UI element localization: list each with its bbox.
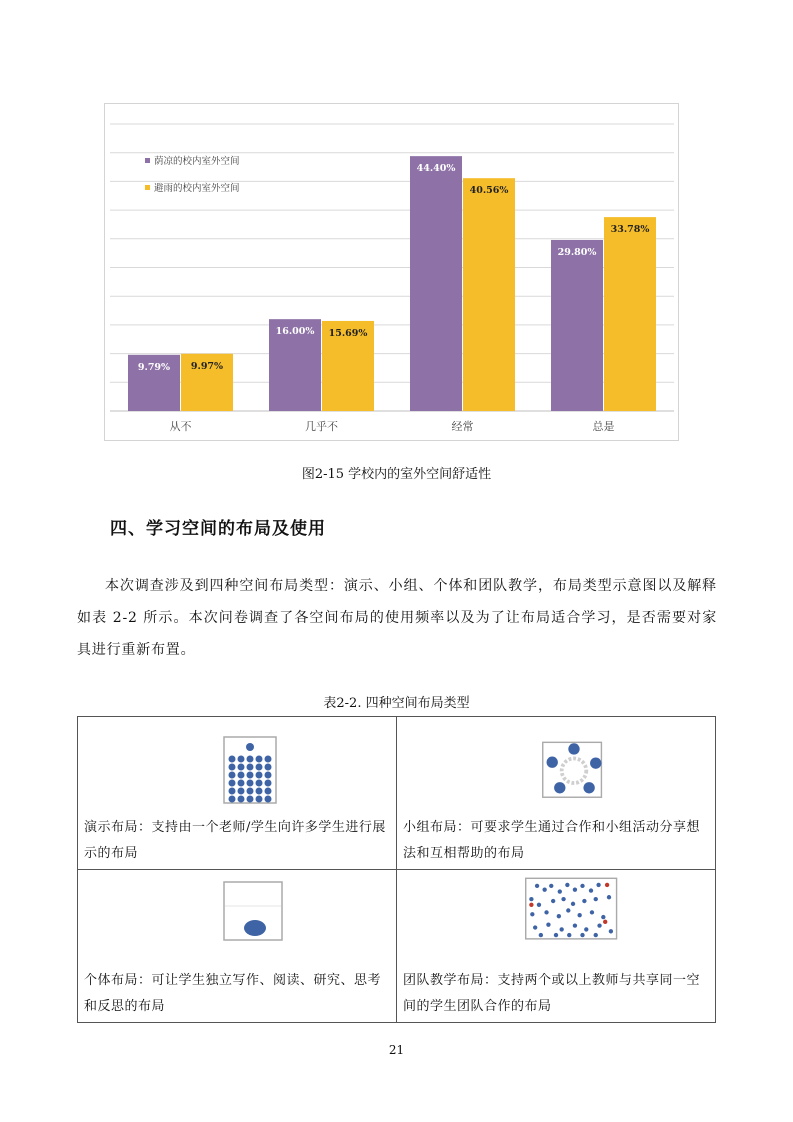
team-dot <box>558 889 562 893</box>
group-layout-diagram <box>397 717 715 815</box>
teacher-dot <box>603 920 607 924</box>
data-label: 40.56% <box>469 185 509 197</box>
table-cell-presentation <box>78 717 397 870</box>
team-dot <box>554 933 558 937</box>
data-label: 33.78% <box>610 224 650 236</box>
group-dot <box>583 782 594 793</box>
seat-dot <box>229 780 236 787</box>
teacher-dot <box>605 883 609 887</box>
group-dot <box>554 782 565 793</box>
team-dot <box>533 925 537 929</box>
seat-dot <box>256 764 263 771</box>
x-tick-label: 从不 <box>169 420 192 433</box>
seat-dot <box>238 788 245 795</box>
legend-label: 荫凉的校内室外空间 <box>154 156 240 167</box>
seat-dot <box>229 764 236 771</box>
seat-dot <box>247 780 254 787</box>
seat-dot <box>238 756 245 763</box>
team-dot <box>597 923 601 927</box>
team-dot <box>580 884 584 888</box>
team-dot <box>594 897 598 901</box>
seat-dot <box>247 796 254 803</box>
team-teaching-layout-description: 团队教学布局：支持两个或以上教师与共享同一空间的学生团队合作的布局 <box>403 973 701 1014</box>
team-dot <box>530 912 534 916</box>
seat-dot <box>256 788 263 795</box>
team-dot <box>560 927 564 931</box>
seat-dot <box>265 764 272 771</box>
team-dot <box>535 884 539 888</box>
team-dot <box>590 910 594 914</box>
data-label: 9.79% <box>137 361 171 373</box>
seat-dot <box>229 796 236 803</box>
team-teaching-layout-diagram <box>397 870 715 968</box>
team-dot <box>537 903 541 907</box>
section-heading: 四、学习空间的布局及使用 <box>110 519 326 539</box>
legend-swatch <box>145 158 150 163</box>
data-label: 44.40% <box>416 163 456 175</box>
group-dot <box>568 743 579 754</box>
seat-dot <box>265 788 272 795</box>
team-dot <box>609 929 613 933</box>
team-dot <box>577 913 581 917</box>
presentation-layout-diagram <box>78 717 396 815</box>
bar-chart <box>105 104 680 442</box>
team-dot <box>573 887 577 891</box>
legend-swatch <box>145 185 150 190</box>
seat-dot <box>265 772 272 779</box>
body-paragraph: 本次调查涉及到四种空间布局类型：演示、小组、个体和团队教学，布局类型示意图以及解释如表 2-2 所示。本次问卷调查了各空间布局的使用频率以及为了让布局适合学习，是否需要对家具进行重新布置。 <box>77 578 717 658</box>
group-dot <box>547 757 558 768</box>
team-dot <box>582 899 586 903</box>
x-tick-label: 总是 <box>592 420 615 433</box>
team-dot <box>539 933 543 937</box>
seat-dot <box>247 764 254 771</box>
seat-dot <box>238 780 245 787</box>
seat-dot <box>256 796 263 803</box>
team-dot <box>601 915 605 919</box>
x-tick-label: 几乎不 <box>305 420 338 433</box>
seat-dot <box>265 796 272 803</box>
team-dot <box>561 897 565 901</box>
bar <box>410 156 462 411</box>
team-dot <box>567 933 571 937</box>
team-dot <box>546 923 550 927</box>
team-dot <box>580 933 584 937</box>
team-dot <box>529 897 533 901</box>
seat-dot <box>238 772 245 779</box>
seat-dot <box>229 772 236 779</box>
team-dot <box>594 933 598 937</box>
seat-dot <box>265 756 272 763</box>
chart-container <box>104 103 679 441</box>
data-label: 29.80% <box>557 246 597 258</box>
table-cell-team-teaching <box>397 870 716 1023</box>
data-label: 9.97% <box>190 360 224 372</box>
team-dot <box>542 887 546 891</box>
group-dot <box>590 757 601 768</box>
data-label: 15.69% <box>328 327 368 339</box>
team-dot <box>565 883 569 887</box>
seat-dot <box>229 788 236 795</box>
team-dot <box>584 927 588 931</box>
legend-label: 避雨的校内室外空间 <box>154 183 240 194</box>
team-dot <box>571 902 575 906</box>
seat-dot <box>256 772 263 779</box>
data-label: 16.00% <box>275 326 315 338</box>
page-number: 21 <box>388 1043 405 1057</box>
group-layout-description: 小组布局：可要求学生通过合作和小组活动分享想法和互相帮助的布局 <box>403 820 701 861</box>
team-dot <box>589 888 593 892</box>
seat-dot <box>265 780 272 787</box>
seat-dot <box>238 796 245 803</box>
layout-types-table <box>77 716 716 1023</box>
seat-dot <box>238 764 245 771</box>
team-dot <box>549 884 553 888</box>
teacher-dot <box>246 743 254 751</box>
team-dot <box>596 883 600 887</box>
team-dot <box>573 923 577 927</box>
team-dot <box>607 895 611 899</box>
table-caption: 表2-2. 四种空间布局类型 <box>323 696 470 711</box>
presentation-layout-description: 演示布局：支持由一个老师/学生向许多学生进行展示的布局 <box>84 820 386 861</box>
individual-layout-diagram <box>78 870 396 968</box>
table-cell-individual <box>78 870 397 1023</box>
seat-dot <box>256 780 263 787</box>
seat-dot <box>247 756 254 763</box>
seat-dot <box>256 756 263 763</box>
table-cell-group <box>397 717 716 870</box>
bar <box>463 178 515 411</box>
x-tick-label: 经常 <box>451 420 474 433</box>
team-dot <box>566 908 570 912</box>
bar <box>551 240 603 411</box>
seat-dot <box>247 788 254 795</box>
seat-dot <box>229 756 236 763</box>
teacher-dot <box>529 903 533 907</box>
team-dot <box>551 899 555 903</box>
bar <box>604 217 656 411</box>
team-dot <box>544 910 548 914</box>
individual-layout-description: 个体布局：可让学生独立写作、阅读、研究、思考和反思的布局 <box>84 973 382 1014</box>
seat-dot <box>247 772 254 779</box>
figure-caption: 图2-15 学校内的室外空间舒适性 <box>301 467 492 482</box>
team-dot <box>557 914 561 918</box>
